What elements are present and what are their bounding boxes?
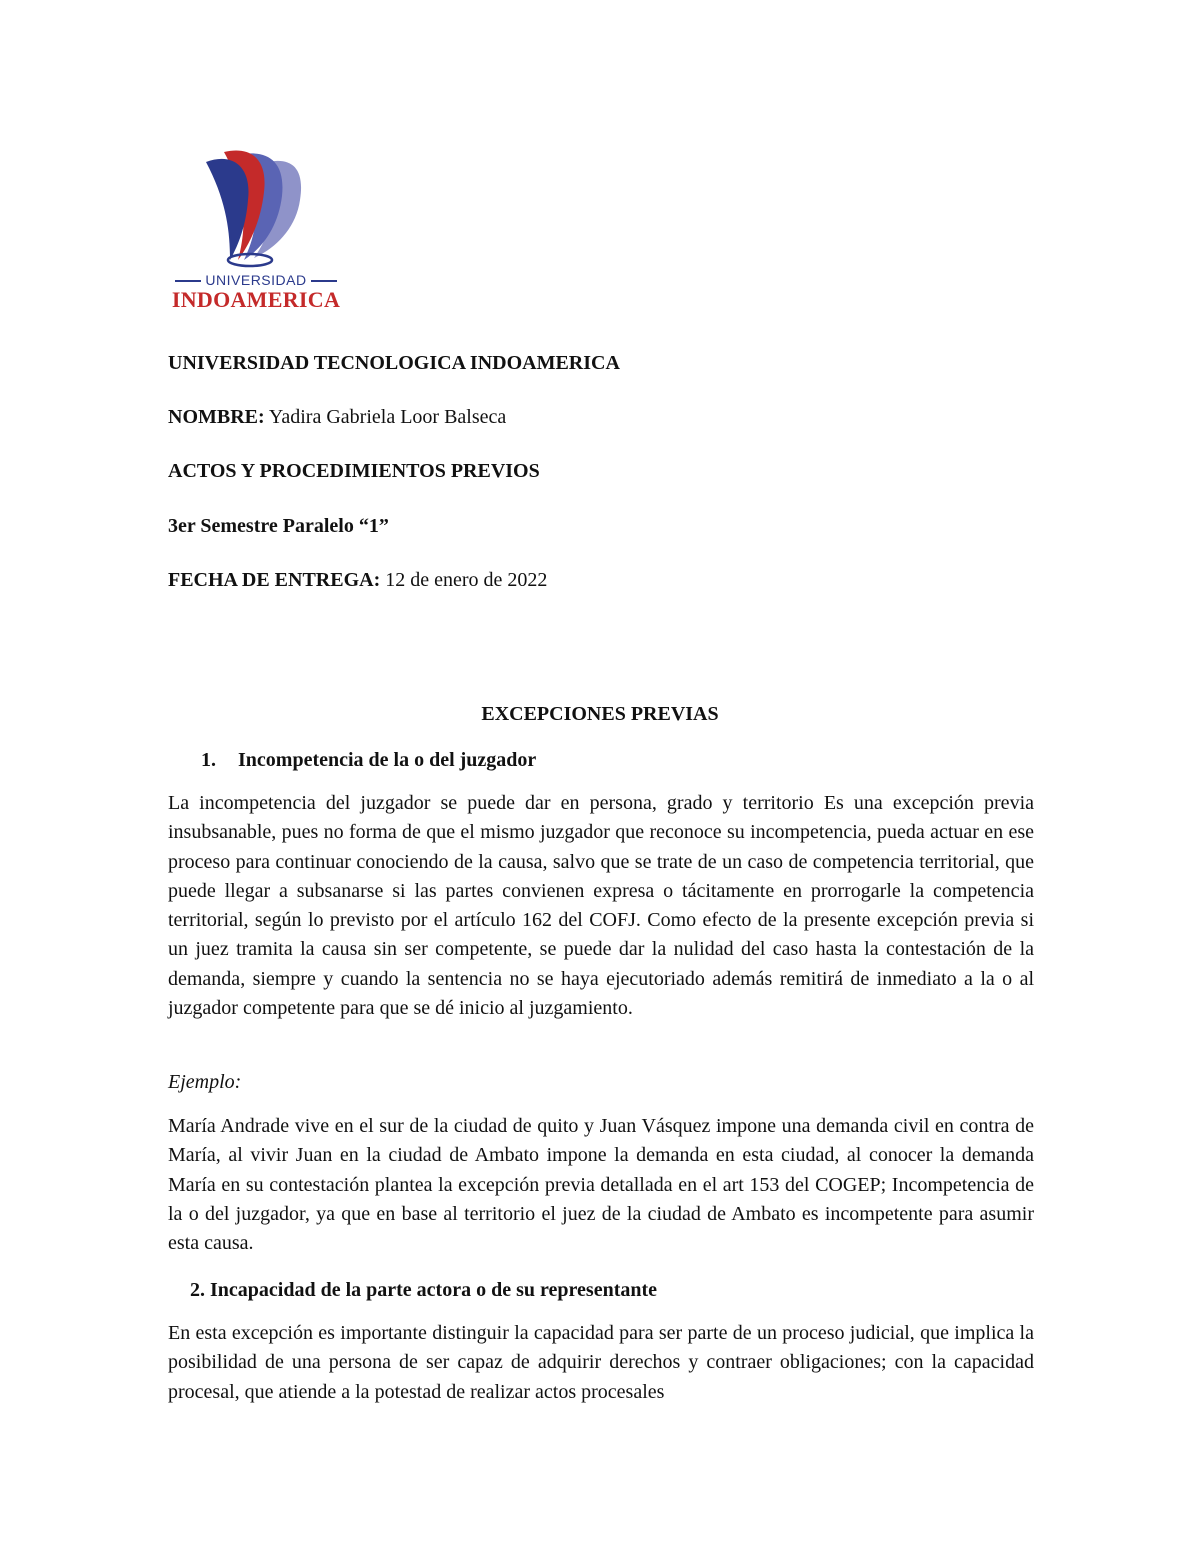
name-value: Yadira Gabriela Loor Balseca <box>264 406 507 428</box>
section1-paragraph: La incompetencia del juzgador se puede dar en persona, grado y territorio Es una excepción previa insubsanable, pues no forma de que el mismo juzgador que reconoce su incompetencia, pueda actuar en ese proceso para continuar conociendo de la causa, salvo que se trate de un caso de competencia territorial, que puede llegar a subsanarse si las partes convienen expresa o tácitamente en prorrogarle la competencia territorial, según lo previsto por el artículo 162 del COFJ. Como efecto de la presente excepción previa si un juez tramita la causa sin ser competente, se puede dar la nulidad del caso hasta la contestación de la demanda, siempre y cuando la sentencia no se haya ejecutoriado además remitirá de inmediato a la o al juzgador competente para que se dé inicio al juzgamiento. <box>168 792 1034 1020</box>
student-name-line <box>168 405 506 429</box>
date-value: 12 de enero de 2022 <box>380 569 548 591</box>
university-logo <box>168 148 348 313</box>
university-name: UNIVERSIDAD TECNOLOGICA INDOAMERICA <box>168 352 620 374</box>
logo-base-icon <box>228 254 272 266</box>
page-title: EXCEPCIONES PREVIAS <box>481 703 719 725</box>
delivery-date-line <box>168 568 547 592</box>
section1-heading: Incompetencia de la o del juzgador <box>238 749 537 771</box>
example-label: Ejemplo: <box>168 1071 242 1093</box>
date-label: FECHA DE ENTREGA: <box>168 569 381 591</box>
example-paragraph: María Andrade vive en el sur de la ciudad de quito y Juan Vásquez impone una demanda civil en contra de María, al vivir Juan en la ciudad de Ambato impone la demanda en esta ciudad, al conocer la demanda María en su contestación plantea la excepción previa detallada en el art 153 del COGEP; Incompetencia de la o del juzgador, ya que en base al territorio el juez de la ciudad de Ambato es incompetente para asumir esta causa. <box>168 1115 1034 1255</box>
logo-text-universidad: UNIVERSIDAD <box>205 272 307 288</box>
course-title: ACTOS Y PROCEDIMIENTOS PREVIOS <box>168 460 540 482</box>
section2-heading: 2. Incapacidad de la parte actora o de su representante <box>190 1279 658 1301</box>
sail-logo-icon <box>168 148 348 272</box>
logo-text-indoamerica: INDOAMERICA <box>171 287 341 312</box>
section1-number: 1. <box>201 749 216 771</box>
name-label: NOMBRE: <box>168 406 265 428</box>
semester-line: 3er Semestre Paralelo “1” <box>168 515 389 537</box>
section2-paragraph: En esta excepción es importante distinguir la capacidad para ser parte de un proceso judicial, que implica la posibilidad de una persona de ser capaz de adquirir derechos y contraer obligaciones; con la capacidad procesal, que atiende a la potestad de realizar actos procesales <box>168 1322 1034 1403</box>
